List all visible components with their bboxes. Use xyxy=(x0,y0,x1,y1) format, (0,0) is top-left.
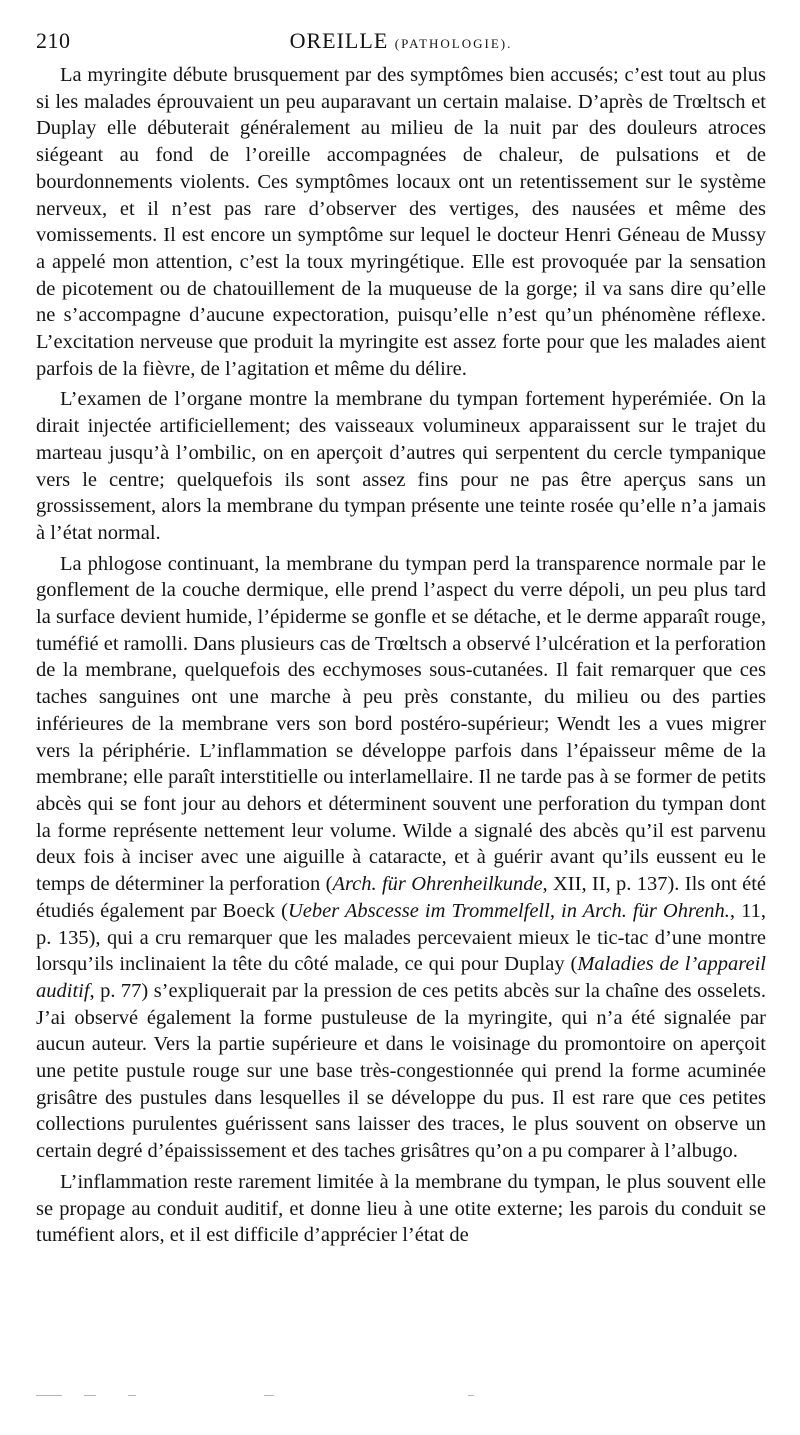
text-run: , p. 77) s’expliquerait par la pression de ces petits abcès sur la chaîne des osselets. J’ai observé également la forme pustuleuse de la myringite, qui n’a été signalée par aucun auteur. Vers la partie supérieure et dans le voisinage du promontoire on aperçoit une petite pustule rouge sur une base très-congestionnée qui prend la forme acuminée grisâtre des pustules dans lesquelles il se développe du pus. Il est rare que ces petites collections purulentes guérissent sans laisser des traces, le plus souvent on observe un certain degré d’épaississement et des taches grisâtres qu’on a pu comparer à l’albugo. xyxy=(36,979,766,1163)
text-run: , XII, II, p. 137). Ils ont été étudiés également par Boeck ( xyxy=(36,873,766,922)
running-title-main: OREILLE xyxy=(289,28,389,53)
paragraph xyxy=(36,551,766,1165)
text-run: , 11, p. 135), qui a cru remarquer que les malades percevaient mieux le tic-tac d’une montre lorsqu’ils inclinaient la tête du côté malade, ce qui pour Duplay ( xyxy=(36,899,766,976)
text-run: La myringite débute brusquement par des symptômes bien accusés; c’est tout au plus si les malades éprouvaient un peu auparavant un certain malaise. D’après de Trœltsch et Duplay elle débuterait généralement au milieu de la nuit par des douleurs atroces siégeant au fond de l’oreille accompagnées de chaleur, de pulsations et de bourdonnements violents. Ces symptômes locaux ont un retentissement sur le système nerveux, et il n’est pas rare d’observer des vertiges, des nausées et même des vomissements. Il est encore un symptôme sur lequel le docteur Henri Géneau de Mussy a appelé mon attention, c’est la toux myringétique. Elle est provoquée par la sensation de picotement ou de chatouillement de la muqueuse de la gorge; il va sans dire qu’elle ne s’accompagne d’aucune expectoration, puisqu’elle n’est qu’un phénomène réflexe. L’excitation nerveuse que produit la myringite est assez forte pour que les malades aient parfois de la fièvre, de l’agitation et même du délire. xyxy=(36,64,766,380)
running-title-sub: (PATHOLOGIE). xyxy=(394,36,513,51)
italic-citation: Ueber Abscesse im Trommelfell, in Arch. für Ohrenh. xyxy=(287,899,730,922)
paragraph xyxy=(36,386,766,546)
text-run: L’examen de l’organe montre la membrane du tympan fortement hyperémiée. On la dirait injectée artificiellement; des vaisseaux volumineux apparaissent sur le trajet du marteau jusqu’à l’ombilic, on en aperçoit d’autres qui serpentent du cercle tympanique vers le centre; quelquefois ils sont assez fins pour ne pas être aperçus sans un grossissement, alors la membrane du tympan présente une teinte rosée qu’elle n’a jamais à l’état normal. xyxy=(36,388,766,544)
paragraph xyxy=(36,1169,766,1249)
page-number: 210 xyxy=(36,28,71,53)
italic-citation: Arch. für Ohrenheilkunde xyxy=(332,873,543,896)
paragraph xyxy=(36,62,766,382)
running-title xyxy=(36,26,766,59)
running-header xyxy=(36,26,766,56)
text-run: La phlogose continuant, la membrane du tympan perd la transparence normale par le gonflement de la couche dermique, elle prend l’aspect du verre dépoli, un peu plus tard la surface devient humide, l’épiderme se gonfle et se détache, et le derme apparaît rouge, tuméfié et ramolli. Dans plusieurs cas de Trœltsch a observé l’ulcération et la perforation de la membrane, quelquefois des ecchymoses sous-cutanées. Il fait remarquer que ces taches sanguines ont une marche à peu près constante, du milieu ou des parties inférieures de la membrane vers son bord postéro-supérieur; Wendt les a vues migrer vers la périphérie. L’inflammation se développe parfois dans l’épaisseur même de la membrane; elle paraît interstitielle ou interlamellaire. Il ne tarde pas à se former de petits abcès qui se font jour au dehors et déterminent souvent une perforation du tympan dont la forme représente nettement leur volume. Wilde a signalé des abcès qu’il est parvenu deux fois à inciser avec une aiguille à cataracte, et à guérir avant qu’ils eussent eu le temps de déterminer la perforation ( xyxy=(36,552,766,896)
italic-citation: Maladies de l’appareil auditif xyxy=(36,953,766,1002)
text-run: L’inflammation reste rarement limitée à la membrane du tympan, le plus souvent elle se propage au conduit auditif, et donne lieu à une otite externe; les parois du conduit se tuméfient alors, et il est difficile d’apprécier l’état de xyxy=(36,1170,766,1247)
footer-smudge xyxy=(36,1390,766,1402)
body-text xyxy=(36,62,766,1253)
